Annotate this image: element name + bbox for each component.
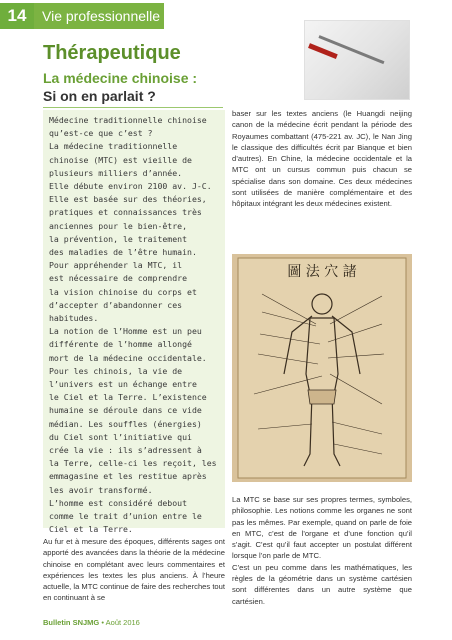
footer-date: • Août 2016	[99, 618, 140, 627]
article-subtitle-2: Si on en parlait ?	[43, 88, 156, 104]
acupuncture-chart-drawing	[232, 254, 412, 482]
intro-callout	[43, 110, 225, 535]
subtitle-rule	[43, 107, 223, 108]
column2-bottom-text: La MTC se base sur ses propres termes, symboles, philosophie. Les notions comme les organes ne sont pas les mêmes. Par exemple, quand on parle de foie en MTC, c’est de l’organe et d’une fonction qu’il s’agit. C’est qu’il faut accepter un postulat différent lorsque l’on parle de MTC. C’est un peu comme dans les mathématiques, les règles de la géométrie dans un système cartésien sont différentes dans un autre système que cartésien.	[232, 495, 412, 606]
needle-handle-shape	[308, 43, 338, 59]
callout-text: Médecine traditionnelle chinoise qu’est-ce que c’est ? La médecine traditionnelle chinoise (MTC) est vieille de plusieurs milliers d’année. Elle débute environ 2100 av. J-C. Elle est basée sur des théories, pratiques et connaissances très anciennes pour le bien-être, la prévention, le traitement des maladies de l’être humain. Pour appréhender la MTC, il est nécessaire de comprendre la vision chinoise du corps et d’accepter d’abandonner ces habitudes. La notion de l’Homme est un peu différente de l’homme allongé mort de la médecine occidentale. Pour les chinois, la vie de l’univers est un échange entre le Ciel et la Terre. L’existence humaine se déroule dans ce vide médian. Les souffles (énergies) du Ciel sont l’initiative qui crée la vie : ils s’adressent à la Terre, celle-ci les reçoit, les emmagasine et les restitue après les avoir transformé. L’homme est considéré debout comme le trait d’union entre le Ciel et la Terre.	[49, 115, 217, 535]
column1-bottom-text: Au fur et à mesure des époques, différents sages ont apporté des avancées dans la théorie de la médecine chinoise en complétant avec leurs commentaires et expériences les textes les plus anciens. À l’heure actuelle, la MTC continue de faire des recherches tout en continuant à se	[43, 537, 225, 603]
page-footer	[43, 618, 140, 627]
article-subtitle-1: La médecine chinoise :	[43, 70, 198, 86]
chart-title-glyphs: 圖 法 穴 諸	[287, 264, 357, 280]
section-label: Vie professionnelle	[34, 3, 164, 29]
figure-cloth	[308, 390, 336, 404]
footer-publication: Bulletin SNJMG	[43, 618, 100, 627]
column2-top-text: baser sur les textes anciens (le Huangdi neijing canon de la médecine écrit pendant la période des Royaumes combattant (475-221 av. JC), le Nan Jing le classique des difficultés écrit par Bianque et bien d’autres). En Chine, la médecine occidentale et la MTC ont un cursus commun puis chacun se spécialise dans son domaine. Ces deux médecines sont utilisées de manière complémentaire et des hôpitaux intégrant les deux médecines existent.	[232, 109, 412, 209]
needle-shape	[318, 35, 384, 64]
acupuncture-chart-image	[232, 254, 412, 482]
page-number: 14	[0, 3, 34, 29]
acupuncture-photo	[304, 20, 410, 100]
page-title: Thérapeutique	[43, 42, 181, 64]
